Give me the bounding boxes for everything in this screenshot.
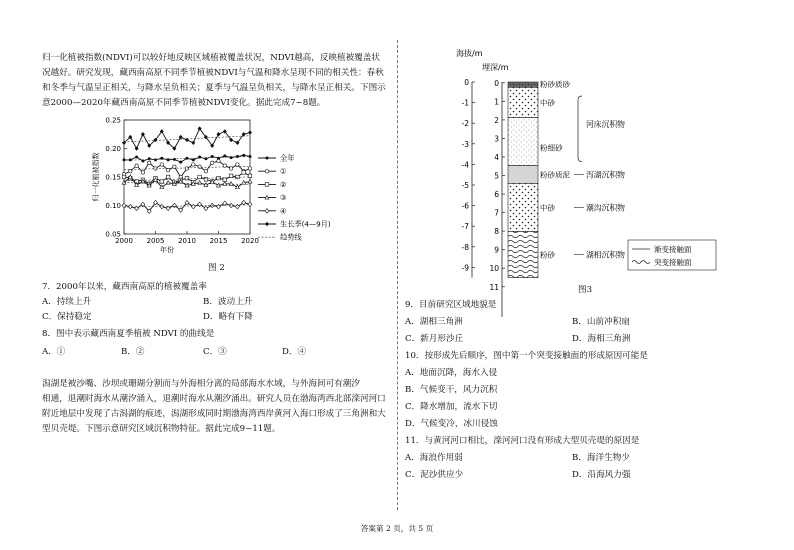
layer-label: 中砂 — [540, 203, 555, 213]
legend-label: ① — [280, 166, 287, 176]
data-point — [242, 200, 246, 204]
group-label: 湖相沉积物 — [586, 250, 625, 260]
depth-tick-label: 2 — [494, 115, 499, 125]
data-point — [135, 146, 139, 150]
elevation-tick-label: 0 — [464, 78, 469, 87]
q8-stem: 8．图中表示藏西南夏季植被 NDVI 的曲线是 — [42, 329, 215, 339]
data-point — [166, 206, 170, 210]
q7-option-c[interactable]: C．保持稳定 — [42, 312, 92, 322]
elevation-tick-label: -8 — [461, 242, 469, 252]
layer-mud — [508, 166, 538, 184]
elevation-tick-label: -4 — [461, 160, 469, 170]
data-point — [248, 130, 252, 134]
data-point — [173, 165, 176, 168]
x-tick-label: 2010 — [178, 237, 196, 245]
layer-coarse — [508, 87, 538, 117]
legend-label: ③ — [280, 193, 287, 203]
data-point — [191, 141, 195, 145]
q9-option-b[interactable]: B．山前冲积扇 — [572, 317, 630, 327]
data-point — [204, 206, 208, 210]
data-point — [179, 161, 182, 164]
group-bracket — [578, 96, 582, 162]
elevation-tick-label: -5 — [461, 181, 469, 190]
page-footer: 答案第 2 页，共 5 页 — [360, 524, 434, 533]
passage2-line-4: 型贝壳堤。下图示意研究区域沉积物特征。据此完成9~11题。 — [42, 424, 281, 434]
q11-option-c[interactable]: C．泥沙供应少 — [405, 470, 464, 480]
group-label: 河床沉积物 — [586, 119, 625, 129]
elevation-axis-title: 海拔/m — [456, 49, 483, 58]
intro-line-4: 意2000—2020年藏西南高原不同季节植被NDVI变化。据此完成7~8题。 — [42, 98, 326, 108]
data-point — [230, 156, 233, 159]
layer-coarse — [508, 183, 538, 231]
data-point — [135, 156, 138, 159]
data-point — [185, 138, 189, 142]
data-point — [166, 168, 169, 171]
data-point — [223, 201, 227, 205]
legend-label: 渐变接触面 — [654, 245, 692, 254]
depth-tick-label: 3 — [494, 134, 499, 144]
y-tick-label: 0.10 — [105, 202, 121, 210]
data-point — [185, 176, 189, 180]
data-point — [229, 203, 233, 207]
elevation-tick-label: -1 — [461, 98, 469, 108]
q8-option-d[interactable]: D．④ — [282, 347, 307, 357]
x-tick-label: 2005 — [146, 237, 165, 245]
figure-3-caption: 图3 — [578, 285, 593, 295]
q10-stem: 10．按形成先后顺序，图中第一个突变接触面的形成原因可能是 — [405, 351, 648, 361]
q7-option-a[interactable]: A．持续上升 — [42, 297, 92, 307]
x-tick-label: 2000 — [115, 237, 133, 245]
data-point — [129, 170, 132, 173]
data-point — [265, 170, 268, 173]
layer-label: 粉砂质砂 — [540, 80, 570, 89]
data-point — [135, 164, 138, 167]
data-point — [248, 167, 251, 170]
data-point — [198, 165, 201, 168]
y-tick-label: 0.15 — [105, 173, 121, 182]
data-point — [160, 163, 163, 166]
layer-fine — [508, 118, 538, 166]
depth-axis-title: 埋深/m — [482, 63, 509, 72]
data-point — [236, 155, 239, 158]
elevation-tick-label: -6 — [461, 201, 469, 211]
data-point — [192, 163, 195, 166]
depth-tick-label: 7 — [494, 208, 499, 218]
data-point — [211, 161, 214, 164]
legend-label: ④ — [280, 206, 287, 216]
q7-option-b[interactable]: B．波动上升 — [203, 297, 253, 307]
q7-stem: 7．2000年以来，藏西南高原的植被覆盖率 — [42, 282, 207, 292]
data-point — [191, 204, 195, 208]
depth-tick-label: 4 — [494, 152, 499, 162]
elevation-tick-label: -9 — [461, 263, 469, 273]
data-point — [242, 171, 246, 175]
data-point — [185, 167, 188, 170]
q10-option-a[interactable]: A．地面沉降，海水入侵 — [405, 368, 498, 378]
passage2-line-1: 潟湖是被沙嘴、沙坝或珊瑚分割而与外海相分离的局部海水水域，与外海间可有潮汐 — [42, 379, 360, 389]
depth-tick-label: 10 — [489, 264, 499, 274]
data-point — [248, 202, 252, 206]
q11-stem: 11．与黄河河口相比，滦河河口没有形成大型贝壳堤的原因是 — [405, 436, 640, 446]
elevation-tick-label: -2 — [461, 119, 469, 129]
passage2-line-3: 附近地层中发现了古潟湖的痕迹，潟湖形成同时期渤海湾西岸黄河入海口形成了三角洲和大 — [42, 409, 386, 419]
column-divider — [397, 40, 398, 510]
depth-tick-label: 1 — [494, 97, 499, 107]
y-tick-label: 0.20 — [105, 145, 121, 153]
q11-option-d[interactable]: D．沿海风力强 — [572, 470, 631, 480]
group-label: 潮沟沉积物 — [586, 203, 625, 213]
depth-tick-label: 5 — [494, 171, 499, 181]
data-point — [249, 155, 252, 158]
layer-wavy — [508, 231, 538, 277]
q9-option-c[interactable]: C．新月形沙丘 — [405, 334, 464, 344]
ndvi-line-chart — [84, 114, 331, 266]
q8-option-a[interactable]: A．① — [42, 347, 66, 357]
y-tick-label: 0.05 — [105, 230, 121, 239]
layer-dark — [508, 82, 538, 87]
data-point — [266, 157, 269, 160]
data-point — [204, 170, 207, 173]
passage2-line-2: 相通，退潮时海水从潮汐涌入，退潮时海水从潮汐涌出。研究人员在渤海湾西北部滦河河口 — [42, 394, 386, 404]
y-tick-label: 0.25 — [105, 116, 121, 125]
x-tick-label: 2020 — [241, 237, 259, 245]
q8-option-b[interactable]: B．② — [121, 347, 145, 357]
layer-label: 粉细砂 — [540, 143, 563, 153]
data-point — [265, 222, 269, 226]
figure-2-caption: 图 2 — [208, 263, 225, 273]
legend-label: ② — [280, 179, 287, 189]
layer-label: 中砂 — [540, 98, 555, 108]
intro-line-3: 和冬季与气温呈正相关，与降水呈负相关；夏季与气温呈负相关，与降水呈正相关。下图示 — [42, 83, 386, 93]
data-point — [141, 132, 145, 136]
data-point — [154, 158, 157, 161]
elevation-tick-label: -3 — [461, 139, 469, 149]
group-label: 泻湖沉积物 — [586, 170, 625, 180]
legend-label: 突变接触面 — [654, 258, 692, 267]
data-point — [173, 158, 176, 161]
q9-option-d[interactable]: D．海相三角洲 — [572, 334, 631, 344]
legend-label-trend: 趋势线 — [280, 232, 302, 242]
data-point — [236, 175, 240, 179]
data-point — [128, 204, 132, 208]
elevation-tick-label: -7 — [461, 222, 469, 232]
legend-label: 全年 — [280, 153, 295, 163]
q10-option-d[interactable]: D．气候变冷，冰川侵蚀 — [405, 419, 498, 429]
data-point — [229, 167, 232, 170]
layer-label: 粉砂 — [540, 250, 555, 260]
q10-option-b[interactable]: B．气候变干，风力沉积 — [405, 385, 498, 395]
q7-option-d[interactable]: D．略有下降 — [203, 312, 253, 322]
q11-option-a[interactable]: A．海浪作用弱 — [405, 453, 463, 463]
data-point — [248, 179, 252, 183]
depth-tick-label: 9 — [494, 245, 499, 255]
y-axis-title: 归一化植被指数 — [92, 152, 100, 202]
data-point — [166, 181, 170, 185]
data-point — [141, 171, 144, 174]
intro-line-1: 归一化植被指数(NDVI)可以较好地反映区域植被覆盖状况，NDVI越高，反映植被覆盖状 — [42, 53, 381, 63]
q11-option-b[interactable]: B．海洋生物少 — [572, 453, 630, 463]
layer-label: 粉砂质泥 — [540, 170, 570, 180]
depth-tick-label: 11 — [489, 282, 499, 292]
data-point — [122, 175, 126, 179]
q8-option-c[interactable]: C．③ — [203, 347, 227, 357]
q9-stem: 9．目前研究区域地貌是 — [405, 300, 497, 310]
depth-tick-label: 0 — [494, 78, 499, 88]
data-point — [265, 183, 269, 187]
data-point — [179, 135, 183, 139]
intro-line-2: 况越好。研究发现，藏西南高原不同季节植被NDVI与气温和降水呈现不同的相关性：春秋 — [42, 68, 384, 78]
q9-option-a[interactable]: A．湖相三角洲 — [405, 317, 463, 327]
data-point — [217, 159, 220, 162]
data-point — [148, 161, 151, 164]
x-axis-title: 年份 — [160, 246, 174, 254]
data-point — [229, 174, 233, 178]
legend-label: 生长季(4—9月) — [280, 219, 331, 229]
data-point — [166, 175, 170, 179]
q10-option-c[interactable]: C．降水增加，流水下切 — [405, 402, 498, 412]
data-point — [265, 209, 269, 213]
data-point — [192, 158, 195, 161]
data-point — [236, 163, 239, 166]
data-point — [217, 132, 221, 136]
depth-tick-label: 6 — [494, 190, 499, 200]
data-point — [123, 158, 126, 161]
x-tick-label: 2015 — [209, 237, 228, 245]
depth-tick-label: 8 — [494, 227, 499, 237]
